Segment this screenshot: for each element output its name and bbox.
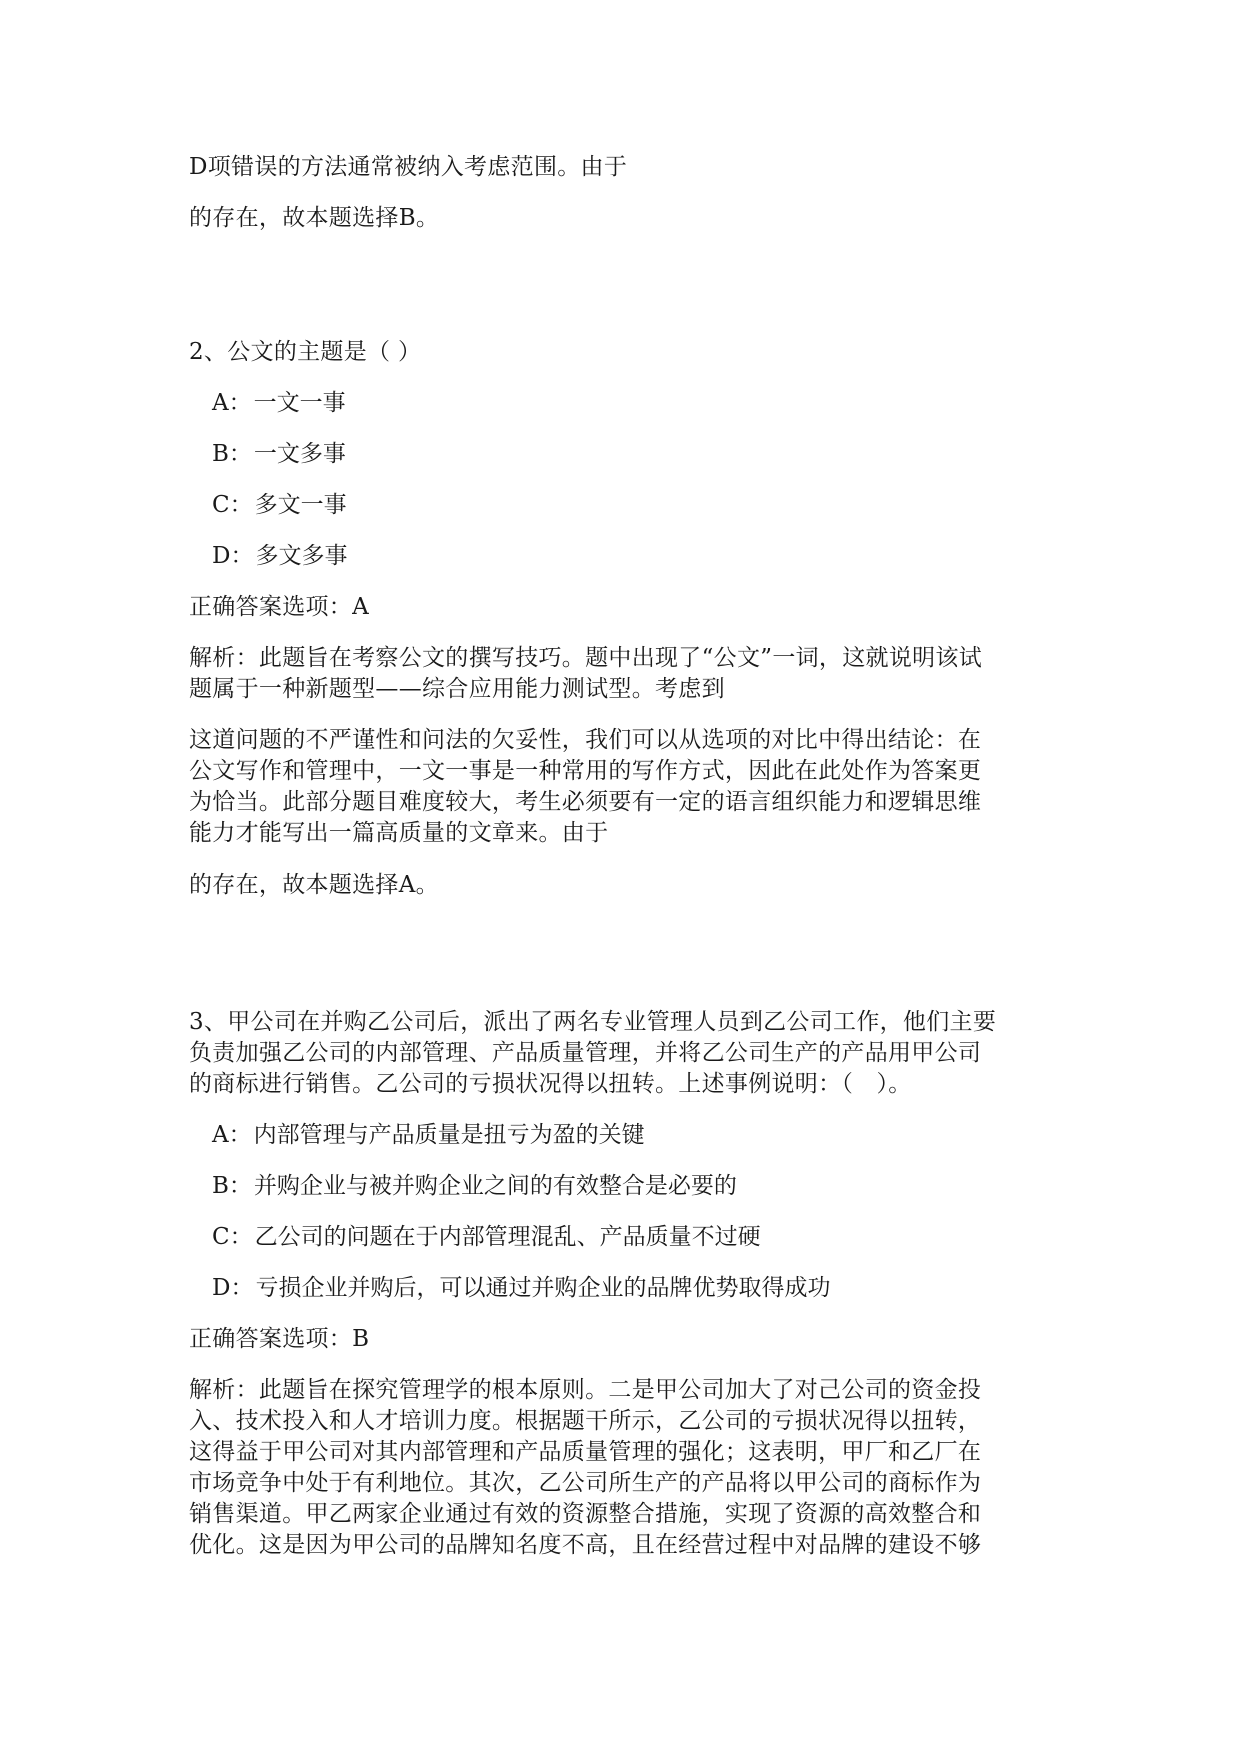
- q2-analysis-part2: [189, 725, 1059, 849]
- text-line: D项错误的方法通常被纳入考虑范围。由于: [189, 154, 628, 180]
- option-letter: D：: [212, 543, 254, 569]
- text-line: 这道问题的不严谨性和问法的欠妥性，我们可以从选项的对比中得出结论：在: [189, 727, 982, 753]
- option-text: 亏损企业并购后，可以通过并购企业的品牌优势取得成功: [255, 1275, 831, 1301]
- q3-option-b: [212, 1171, 737, 1202]
- q2-answer: [189, 592, 1059, 623]
- q3-option-a: [212, 1120, 645, 1151]
- option-letter: B：: [212, 1173, 252, 1199]
- question-text: 2、公文的主题是（ ）: [189, 339, 422, 365]
- previous-analysis-tail: [189, 152, 1059, 183]
- text-line: 题属于一种新题型——综合应用能力测试型。考虑到: [189, 676, 725, 702]
- question-3-stem: [189, 1007, 1059, 1100]
- q2-option-d: [212, 541, 347, 572]
- text-line: 入、技术投入和人才培训力度。根据题干所示，乙公司的亏损状况得以扭转，: [189, 1408, 982, 1434]
- q2-option-b: [212, 439, 346, 470]
- text-line: 能力才能写出一篇高质量的文章来。由于: [189, 820, 609, 846]
- text-line: 优化。这是因为甲公司的品牌知名度不高，且在经营过程中对品牌的建设不够: [189, 1532, 982, 1558]
- option-text: 内部管理与产品质量是扭亏为盈的关键: [253, 1122, 645, 1148]
- text-line: 公文写作和管理中，一文一事是一种常用的写作方式，因此在此处作为答案更: [189, 758, 982, 784]
- text-line: 这得益于甲公司对其内部管理和产品质量管理的强化；这表明，甲厂和乙厂在: [189, 1439, 982, 1465]
- text-line: 的存在，故本题选择B。: [189, 205, 440, 231]
- option-letter: C：: [212, 1224, 253, 1250]
- option-text: 多文一事: [254, 492, 347, 518]
- option-letter: D：: [212, 1275, 254, 1301]
- q3-analysis: [189, 1375, 1059, 1561]
- text-line: 市场竞争中处于有利地位。其次，乙公司所生产的产品将以甲公司的商标作为: [189, 1470, 982, 1496]
- q3-option-d: [212, 1273, 830, 1304]
- text-line: 解析：此题旨在考察公文的撰写技巧。题中出现了“公文”一词，这就说明该试: [189, 645, 983, 671]
- option-letter: C：: [212, 492, 253, 518]
- question-text: 负责加强乙公司的内部管理、产品质量管理，并将乙公司生产的产品用甲公司: [189, 1040, 982, 1066]
- option-text: 多文多事: [255, 543, 348, 569]
- q3-answer: [189, 1324, 1059, 1355]
- question-text: 的商标进行销售。乙公司的亏损状况得以扭转。上述事例说明：（ ）。: [189, 1071, 912, 1097]
- q2-option-a: [212, 388, 346, 419]
- text-line: 解析：此题旨在探究管理学的根本原则。二是甲公司加大了对己公司的资金投: [189, 1377, 982, 1403]
- text-line: 销售渠道。甲乙两家企业通过有效的资源整合措施，实现了资源的高效整合和: [189, 1501, 982, 1527]
- previous-conclusion: [189, 203, 1059, 234]
- q3-option-c: [212, 1222, 761, 1253]
- question-text: 3、甲公司在并购乙公司后，派出了两名专业管理人员到乙公司工作，他们主要: [189, 1009, 997, 1035]
- option-letter: A：: [212, 390, 252, 416]
- text-line: 的存在，故本题选择A。: [189, 872, 439, 898]
- question-2-stem: [189, 337, 1059, 368]
- text-line: 为恰当。此部分题目难度较大，考生必须要有一定的语言组织能力和逻辑思维: [189, 789, 982, 815]
- option-letter: A：: [212, 1122, 252, 1148]
- option-text: 乙公司的问题在于内部管理混乱、产品质量不过硬: [254, 1224, 761, 1250]
- option-letter: B：: [212, 441, 252, 467]
- q2-analysis-part1: [189, 643, 1059, 705]
- option-text: 一文多事: [253, 441, 346, 467]
- option-text: 并购企业与被并购企业之间的有效整合是必要的: [253, 1173, 737, 1199]
- q2-option-c: [212, 490, 347, 521]
- option-text: 一文一事: [253, 390, 346, 416]
- answer-text: 正确答案选项：B: [189, 1326, 370, 1352]
- answer-text: 正确答案选项：A: [189, 594, 370, 620]
- q2-conclusion: [189, 870, 1059, 901]
